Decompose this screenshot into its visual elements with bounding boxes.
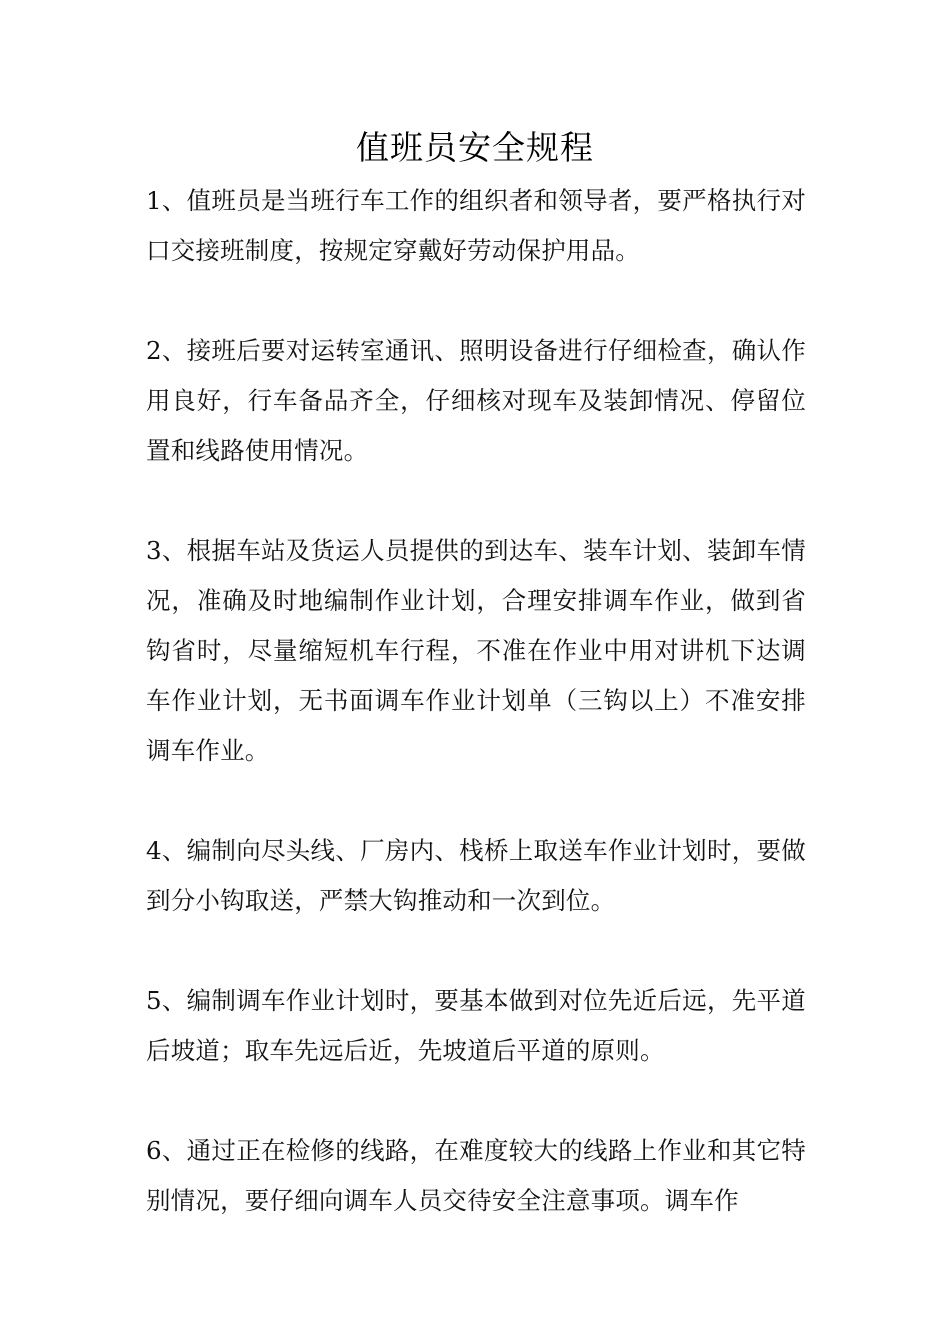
paragraph-1: 1、值班员是当班行车工作的组织者和领导者，要严格执行对口交接班制度，按规定穿戴好劳动保护用品。 — [146, 186, 806, 265]
paragraph-6: 6、通过正在检修的线路，在难度较大的线路上作业和其它特别情况，要仔细向调车人员交待安全注意事项。调车作 — [146, 1136, 806, 1215]
document-title: 值班员安全规程 — [356, 128, 594, 167]
paragraph-5: 5、编制调车作业计划时，要基本做到对位先近后远，先平道后坡道；取车先远后近，先坡道后平道的原则。 — [146, 986, 806, 1065]
paragraph-3: 3、根据车站及货运人员提供的到达车、装车计划、装卸车情况，准确及时地编制作业计划，合理安排调车作业，做到省钩省时，尽量缩短机车行程，不准在作业中用对讲机下达调车作业计划，无书面调车作业计划单（三钩以上）不准安排调车作业。 — [146, 536, 806, 765]
document-body — [146, 176, 806, 1276]
paragraph-2: 2、接班后要对运转室通讯、照明设备进行仔细检查，确认作用良好，行车备品齐全，仔细核对现车及装卸情况、停留位置和线路使用情况。 — [146, 336, 806, 465]
paragraph-4: 4、编制向尽头线、厂房内、栈桥上取送车作业计划时，要做到分小钩取送，严禁大钩推动和一次到位。 — [146, 836, 806, 915]
